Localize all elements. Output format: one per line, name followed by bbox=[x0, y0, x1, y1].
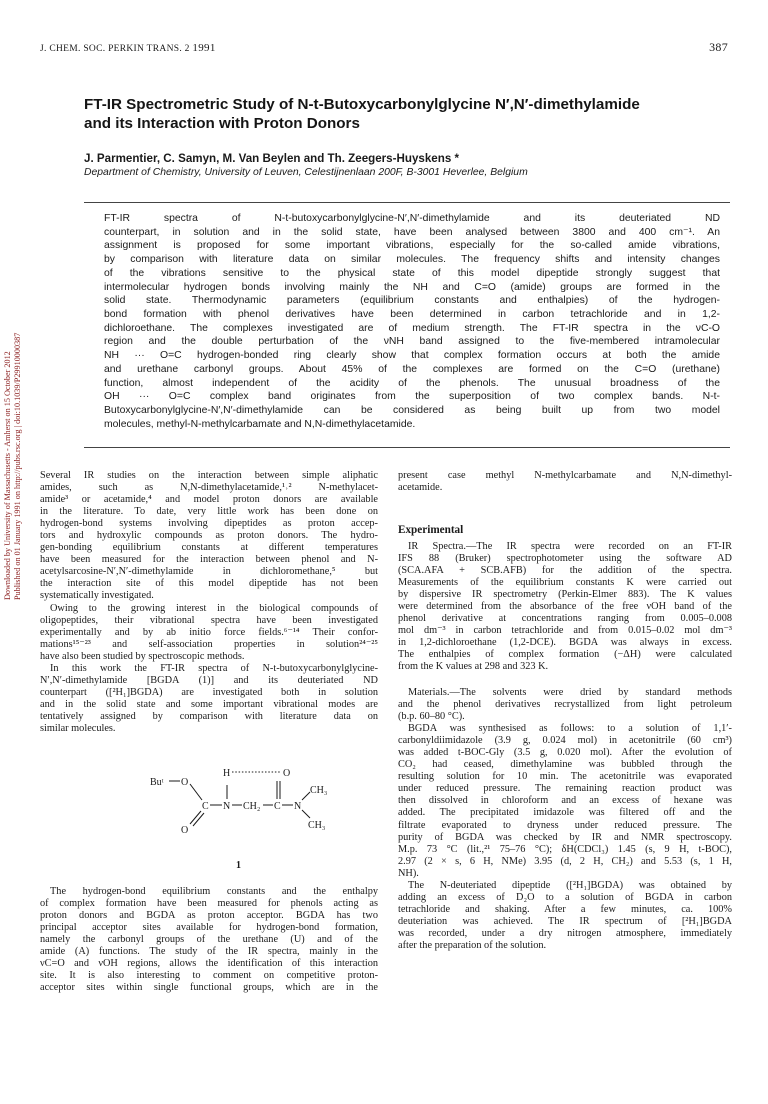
left-col-top-line: Owing to the growing interest in the biological compounds of bbox=[50, 602, 378, 614]
struct-o1: O bbox=[181, 777, 189, 788]
abstract-line: FT-IR spectra of N-t-butoxycarbonylglycine-N′,N′-dimethylamide and its deuteriated ND bbox=[104, 213, 720, 224]
abstract-line: dichloroethane. The complexes investigated are of medium strength. The FT-IR spectra in the νC-O bbox=[104, 322, 720, 334]
right-col-materials-line: M.p. 73 °C (lit.,²¹ 75–76 °C); δH(CDCl₃) 1.45 (s, 9 H, t-BOC), bbox=[398, 843, 732, 855]
right-col-materials-line: added. The precipitated imidazole was filtered off and the bbox=[398, 807, 732, 819]
right-col-materials-line: The N-deuteriated dipeptide ([²H₁]BGDA) was obtained by bbox=[408, 879, 732, 891]
right-col-ir-line: The enthalpies of complex formation (−ΔH) were calculated bbox=[398, 649, 732, 661]
left-col-top-line: Several IR studies on the interaction between simple aliphatic bbox=[40, 470, 378, 481]
abstract bbox=[104, 212, 720, 432]
right-col-materials-line: 2.97 (2 × s, 6 H, NMe) 3.95 (d, 2 H, CH₂) and 5.53 (s, 1 H, bbox=[398, 855, 732, 867]
right-col-materials-line: then dissolved in chloroform and an excess of hexane was bbox=[398, 795, 732, 807]
right-col-ir-line: IFS 88 (Bruker) spectrophotometer using the software AD bbox=[398, 553, 732, 565]
left-col-top-line: mations¹⁵⁻²³ and self-association properties in solution²⁴⁻²⁵ bbox=[40, 638, 378, 650]
abstract-line: region and the double perturbation of the νNH band assigned to the five-membered intramolecular bbox=[104, 336, 720, 348]
right-col-ir-line: mol dm⁻³ in carbon tetrachloride and from 0.015–0.02 mol dm⁻³ bbox=[398, 625, 732, 637]
left-col-top-line: and in the solid state and some important vibrational modes are bbox=[40, 698, 378, 710]
right-col-ir-line: phenol derivative at concentrations ranging from 0.005–0.008 bbox=[398, 613, 732, 625]
left-col-bottom-line: amide (A) functions. The study of the IR spectra, mainly in the bbox=[40, 946, 378, 958]
intro-continuation bbox=[398, 470, 732, 494]
ir-spectra-section bbox=[398, 541, 732, 674]
abstract-line: assignment is proposed for some important vibrations, especially for the so-called amide vibrations, bbox=[104, 240, 720, 252]
left-col-top-line: similar molecules. bbox=[40, 722, 116, 734]
left-col-bottom-line: of complex formation have been measured for phenols acting as bbox=[40, 898, 378, 910]
right-col-materials-line: Materials.—The solvents were dried by standard methods bbox=[408, 687, 732, 698]
left-col-top-line: the interaction site of this model dipeptide has not been bbox=[40, 578, 378, 590]
left-col-bottom-line: acceptor sites within single functional groups, which are in the bbox=[40, 982, 378, 994]
right-col-ir-line: (SCA.AFA + SCB.AFB) for the addition of the spectra. bbox=[398, 565, 732, 577]
abstract-line: NH ··· O=C hydrogen-bonded ring clearly show that complex formation occurs at both the amide bbox=[104, 350, 720, 362]
struct-c1: C bbox=[202, 801, 209, 812]
abstract-line: of the vibrations sensitive to the physical state of this model dipeptide strongly suggest that bbox=[104, 267, 720, 279]
publication-note: Published on 01 January 1991 on http://pubs.rsc.org | doi:10.1039/P29910000387 bbox=[13, 332, 22, 600]
right-col-intro-line: acetamide. bbox=[398, 482, 443, 494]
title-line-2: and its Interaction with Proton Donors bbox=[84, 115, 360, 132]
struct-h: H bbox=[223, 768, 231, 779]
left-col-top-line: tors and hydroxylic compounds as proton donors. The hydro- bbox=[40, 530, 378, 542]
right-col-materials-line: resulting solution for 10 min. The acetonitrile was evaporated bbox=[398, 771, 732, 783]
struct-butyl: Buᵗ bbox=[150, 777, 164, 788]
right-col-materials-line: NH). bbox=[398, 867, 419, 879]
download-notice bbox=[1, 300, 22, 600]
left-col-top-line: amide³ or acetamide,⁴ and model proton donors are available bbox=[40, 494, 378, 506]
right-col-ir-line: Measurements of the equilibrium constants K were carried out bbox=[398, 577, 732, 589]
left-col-top-line: N′,N′-dimethylamide [BGDA (1)] and its deuteriated ND bbox=[40, 674, 378, 686]
left-col-top-line: gen-bonding equilibrium constants at different temperatures bbox=[40, 542, 378, 554]
intro-paragraphs bbox=[40, 470, 378, 735]
left-col-top-line: tentatively assigned by comparison with literature data on bbox=[40, 710, 378, 722]
right-col-materials-line: (b.p. 60–80 °C). bbox=[398, 711, 465, 723]
materials-section bbox=[398, 687, 732, 952]
abstract-bottom-rule bbox=[84, 447, 730, 448]
article-title bbox=[84, 95, 714, 133]
left-col-top-line: hydrogen-bond systems involving dipeptides as proton accep- bbox=[40, 518, 378, 530]
left-col-top-line: have been measured for the interaction between phenol and N- bbox=[40, 554, 378, 566]
experimental-heading: Experimental bbox=[398, 524, 464, 536]
right-col-materials-line: under reduced pressure. The remaining reaction product was bbox=[398, 783, 732, 795]
left-col-top-line: experimentally and by ab initio force fields.⁶⁻¹⁴ Their confor- bbox=[40, 626, 378, 638]
right-col-ir-line: IR Spectra.—The IR spectra were recorded on an FT-IR bbox=[408, 541, 732, 552]
right-col-ir-line: in 1,2-dichloroethane (1,2-DCE). BGDA was always in excess. bbox=[398, 637, 732, 649]
left-col-bottom-line: νC=O and νOH regions, allows the identification of this interaction bbox=[40, 958, 378, 970]
abstract-line: counterpart, in solution and in the solid state, have been analysed between 3800 and 400 cm⁻¹. An bbox=[104, 226, 720, 238]
structure-label: 1 bbox=[236, 860, 241, 871]
struct-c2: C bbox=[274, 801, 281, 812]
right-col-materials-line: purity of BGDA was checked by IR and NMR spectroscopy. bbox=[398, 831, 732, 843]
right-col-materials-line: was recorded, under a dry nitrogen atmosphere, immediately bbox=[398, 927, 732, 939]
left-col-top-line: amides, such as N,N-dimethylacetamide,¹˒² N-methylacet- bbox=[40, 482, 378, 494]
acceptor-site-paragraph bbox=[40, 886, 378, 994]
right-col-ir-line: by dispersive IR spectrometry (Perkin-Elmer 883). The K values bbox=[398, 589, 732, 601]
right-col-intro-line: present case methyl N-methylcarbamate and N,N-dimethyl- bbox=[398, 470, 732, 481]
abstract-line: bond formation with phenol derivatives have been determined in carbon tetrachloride and in 1,2- bbox=[104, 309, 720, 321]
abstract-line: Butoxycarbonylglycine-N′,N′-dimethylamide can be considered as being built up from two model bbox=[104, 405, 720, 417]
left-col-top-line: in the literature. To date, very little work has been done on bbox=[40, 506, 378, 518]
chemical-structure-1 bbox=[150, 762, 370, 846]
struct-o2: O bbox=[283, 768, 291, 779]
abstract-top-rule bbox=[84, 202, 730, 203]
abstract-line: function, almost independent of the acidity of the phenols. The unusual broadness of the bbox=[104, 377, 720, 389]
right-col-materials-line: CO₂ had ceased, dimethylamine was bubbled through the bbox=[398, 759, 732, 771]
right-col-materials-line: adding an excess of D₂O to a solution of BGDA in carbon bbox=[398, 891, 732, 903]
struct-ch2: CH₂ bbox=[243, 801, 261, 812]
right-col-materials-line: tetrachloride and shaking. After a few minutes, ca. 100% bbox=[398, 903, 732, 915]
right-col-materials-line: and the phenol derivatives recrystallized from light petroleum bbox=[398, 699, 732, 711]
left-col-bottom-line: proton donors and BGDA as proton acceptor. BGDA has two bbox=[40, 910, 378, 922]
journal-name: J. CHEM. SOC. PERKIN TRANS. 2 1991 bbox=[40, 42, 216, 54]
right-col-materials-line: BGDA was synthesised as follows: to a solution of 1,1′- bbox=[408, 723, 732, 735]
right-col-materials-line: carbonyldiimidazole (3.9 g, 0.024 mol) in acetonitrile (60 cm³) bbox=[398, 735, 732, 747]
affiliation: Department of Chemistry, University of Leuven, Celestijnenlaan 200F, B-3001 Heverlee, Belgium bbox=[84, 167, 528, 178]
page-number: 387 bbox=[709, 40, 728, 54]
abstract-line: and urethane carbonyl groups. About 45% of the complexes are formed on the C=O (urethane) bbox=[104, 363, 720, 375]
right-col-ir-line: were determined from the absorbance of the free νOH band of the bbox=[398, 601, 732, 613]
right-col-materials-line: deuteriation was achieved. The IR spectrum of [²H₁]BGDA bbox=[398, 915, 732, 927]
download-note: Downloaded by University of Massachusetts - Amherst on 15 October 2012 bbox=[3, 351, 12, 600]
running-head bbox=[40, 40, 728, 54]
left-col-bottom-line: principal acceptor sites available for hydrogen-bond formation, bbox=[40, 922, 378, 934]
abstract-line: by comparison with literature data on similar molecules. The frequency shifts and intensity changes bbox=[104, 254, 720, 266]
authors: J. Parmentier, C. Samyn, M. Van Beylen and Th. Zeegers-Huyskens * bbox=[84, 152, 460, 165]
left-col-top-line: oligopeptides, their vibrational spectra have been investigated bbox=[40, 614, 378, 626]
right-col-materials-line: was added t-BOC-Gly (3.5 g, 0.020 mol). After the evolution of bbox=[398, 747, 732, 759]
left-col-top-line: have also been studied by spectroscopic methods. bbox=[40, 650, 245, 662]
struct-ch3a: CH₃ bbox=[310, 785, 328, 796]
left-col-bottom-line: namely the carbonyl groups of the urethane (U) and of the bbox=[40, 934, 378, 946]
right-col-materials-line: after the preparation of the solution. bbox=[398, 939, 547, 951]
right-col-ir-line: from the K values at 298 and 323 K. bbox=[398, 661, 549, 673]
struct-o3: O bbox=[181, 825, 189, 836]
right-col-materials-line: filtrate evaporated to dryness under reduced pressure. The bbox=[398, 819, 732, 831]
abstract-line: molecules, methyl-N-methylcarbamate and N,N-dimethylacetamide. bbox=[104, 418, 416, 430]
left-col-top-line: counterpart ([²H₁]BGDA) are investigated both in solution bbox=[40, 686, 378, 698]
struct-n2: N bbox=[294, 801, 302, 812]
left-col-bottom-line: The hydrogen-bond equilibrium constants and the enthalpy bbox=[50, 886, 378, 897]
left-col-bottom-line: site. It is also interesting to comment on competitive proton- bbox=[40, 970, 378, 982]
abstract-line: solid state. Thermodynamic parameters (equilibrium constants and enthalpies) of the hydrogen- bbox=[104, 295, 720, 307]
struct-n1: N bbox=[223, 801, 231, 812]
left-col-top-line: acetylsarcosine-N′,N′-dimethylamide in dichloromethane,⁵ but bbox=[40, 566, 378, 578]
left-col-top-line: systematically investigated. bbox=[40, 590, 154, 602]
title-line-1: FT-IR Spectrometric Study of N-t-Butoxycarbonylglycine N′,N′-dimethylamide bbox=[84, 96, 640, 113]
left-col-top-line: In this work the FT-IR spectra of N-t-butoxycarbonylglycine- bbox=[50, 662, 378, 674]
abstract-line: intermolecular hydrogen bonds involving mainly the NH and C=O (amide) groups are formed in the bbox=[104, 281, 720, 293]
abstract-line: OH ··· O=C complex band originates from the superposition of two complex bands. N-t- bbox=[104, 391, 720, 403]
struct-ch3b: CH₃ bbox=[308, 820, 326, 831]
